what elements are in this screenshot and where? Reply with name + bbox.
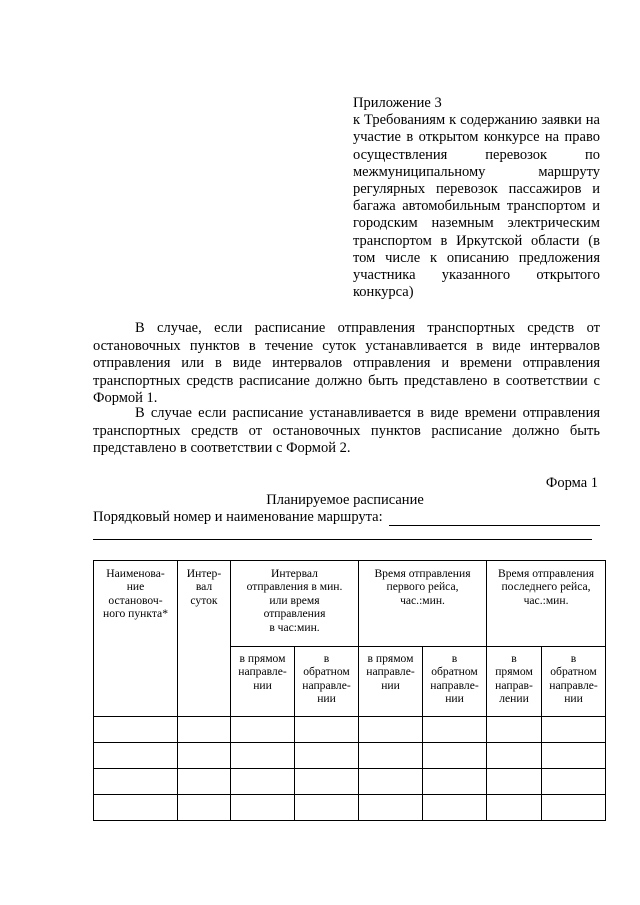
table-cell [423, 717, 487, 743]
form-title: Планируемое расписание [266, 492, 424, 508]
route-field [93, 509, 600, 526]
sub-reverse-1-text: в обратном направле- нии [302, 652, 351, 706]
header-last-trip [487, 561, 606, 647]
sub-forward-3-text: в прямом направ- лении [495, 652, 533, 706]
table-cell [359, 769, 423, 795]
table-cell [423, 743, 487, 769]
header-interval [231, 561, 359, 647]
table-row [94, 769, 606, 795]
header-first-trip-text: Время отправления первого рейса, час.:мин. [374, 567, 471, 607]
sub-reverse-3-text: в обратном направле- нии [549, 652, 598, 706]
table-cell [231, 717, 295, 743]
table-cell [295, 769, 359, 795]
paragraph-form1: В случае, если расписание отправления транспортных средств от остановочных пунктов в течение суток устанавливается в виде интервалов отправления или в виде интервалов отправления и времени отправления транспортных средств расписание должно быть представлено в соответствии с Формой 1. [93, 320, 600, 407]
table-cell [423, 769, 487, 795]
table-cell [487, 743, 542, 769]
table-row [94, 795, 606, 821]
paragraph-form2: В случае если расписание устанавливается в виде времени отправления транспортных средств от остановочных пунктов расписание должно быть представлено в соответствии с Формой 2. [93, 405, 600, 457]
header-interval-text: Интервал отправления в мин. или время отправления в час:мин. [246, 567, 343, 634]
form-number: Форма 1 [545, 475, 598, 491]
table-cell [487, 769, 542, 795]
table-cell [487, 795, 542, 821]
table-cell [487, 717, 542, 743]
sub-forward-2-text: в прямом направле- нии [366, 652, 415, 692]
header-stop-name [94, 561, 178, 717]
table-cell [295, 795, 359, 821]
table-cell [178, 795, 231, 821]
appendix-title: Приложение 3 [353, 95, 442, 111]
schedule-table [93, 560, 606, 821]
sub-reverse-2 [423, 647, 487, 717]
header-last-trip-text: Время отправления последнего рейса, час.:мин. [497, 567, 595, 607]
table-cell [94, 717, 178, 743]
table-cell [542, 743, 606, 769]
table-header-row [94, 561, 606, 647]
table-cell [359, 717, 423, 743]
appendix-header [353, 95, 600, 301]
table-row [94, 717, 606, 743]
route-label: Порядковый номер и наименование маршрута: [93, 509, 383, 525]
table-cell [231, 743, 295, 769]
table-cell [542, 769, 606, 795]
table-cell [359, 795, 423, 821]
sub-reverse-2-text: в обратном направле- нии [430, 652, 479, 706]
table-cell [94, 743, 178, 769]
table-cell [94, 769, 178, 795]
header-stop-name-text: Наименова- ние остановоч- ного пункта* [103, 567, 168, 621]
header-day-interval [178, 561, 231, 717]
route-blank-line-2 [93, 539, 592, 540]
sub-forward-1-text: в прямом направле- нии [238, 652, 287, 692]
header-day-interval-text: Интер- вал суток [186, 567, 222, 607]
table-cell [423, 795, 487, 821]
table-cell [178, 717, 231, 743]
sub-reverse-1 [295, 647, 359, 717]
table-cell [542, 795, 606, 821]
header-first-trip [359, 561, 487, 647]
table-cell [231, 795, 295, 821]
table-cell [94, 795, 178, 821]
sub-forward-2 [359, 647, 423, 717]
table-cell [542, 717, 606, 743]
table-cell [295, 717, 359, 743]
table-cell [231, 769, 295, 795]
sub-reverse-3 [542, 647, 606, 717]
table-cell [359, 743, 423, 769]
table-cell [295, 743, 359, 769]
route-blank-line [389, 510, 600, 526]
table-row [94, 743, 606, 769]
table-cell [178, 743, 231, 769]
table-cell [178, 769, 231, 795]
sub-forward-1 [231, 647, 295, 717]
appendix-text: к Требованиям к содержанию заявки на участие в открытом конкурсе на право осуществления перевозок по межмуниципальному маршруту регулярных перевозок пассажиров и багажа автомобильным транспортом и городским наземным электрическим транспортом в Иркутской области (в том числе к описанию предложения участника указанного открытого конкурса) [353, 112, 600, 301]
sub-forward-3 [487, 647, 542, 717]
